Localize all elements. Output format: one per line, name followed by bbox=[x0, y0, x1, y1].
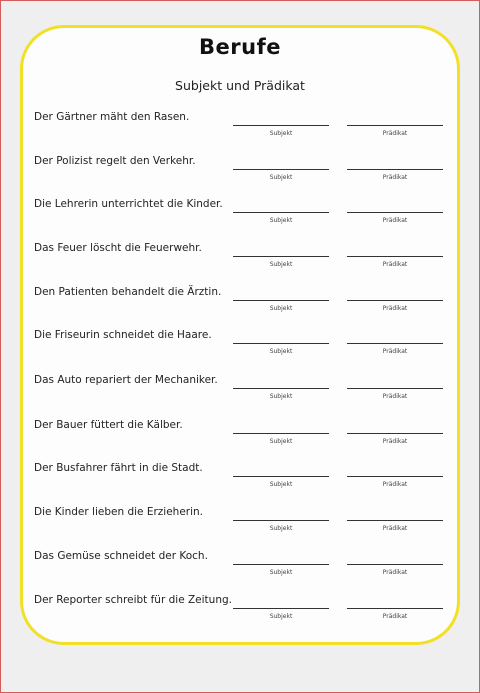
subject-caption: Subjekt bbox=[269, 348, 293, 355]
subject-answer-line[interactable] bbox=[233, 476, 329, 477]
exercise-row bbox=[0, 155, 480, 185]
predicate-caption: Prädikat bbox=[382, 217, 408, 224]
exercise-row bbox=[0, 506, 480, 536]
sentence-text: Den Patienten behandelt die Ärztin. bbox=[34, 286, 222, 298]
subject-caption: Subjekt bbox=[269, 261, 293, 268]
subject-caption: Subjekt bbox=[269, 174, 293, 181]
exercise-row bbox=[0, 550, 480, 580]
subject-caption: Subjekt bbox=[269, 525, 293, 532]
exercise-row bbox=[0, 111, 480, 141]
subject-answer-line[interactable] bbox=[233, 520, 329, 521]
subject-caption: Subjekt bbox=[269, 305, 293, 312]
subject-caption: Subjekt bbox=[269, 569, 293, 576]
sentence-text: Das Gemüse schneidet der Koch. bbox=[34, 550, 208, 562]
sentence-text: Die Friseurin schneidet die Haare. bbox=[34, 329, 212, 341]
predicate-answer-line[interactable] bbox=[347, 608, 443, 609]
sentence-text: Der Busfahrer fährt in die Stadt. bbox=[34, 462, 203, 474]
sentence-text: Der Polizist regelt den Verkehr. bbox=[34, 155, 196, 167]
exercise-row bbox=[0, 374, 480, 404]
subject-caption: Subjekt bbox=[269, 613, 293, 620]
predicate-caption: Prädikat bbox=[382, 438, 408, 445]
predicate-answer-line[interactable] bbox=[347, 520, 443, 521]
exercise-row bbox=[0, 462, 480, 492]
subject-answer-line[interactable] bbox=[233, 125, 329, 126]
predicate-caption: Prädikat bbox=[382, 613, 408, 620]
sentence-text: Die Lehrerin unterrichtet die Kinder. bbox=[34, 198, 223, 210]
predicate-answer-line[interactable] bbox=[347, 388, 443, 389]
predicate-answer-line[interactable] bbox=[347, 300, 443, 301]
exercise-row bbox=[0, 594, 480, 624]
subject-caption: Subjekt bbox=[269, 481, 293, 488]
predicate-caption: Prädikat bbox=[382, 525, 408, 532]
sentence-text: Der Reporter schreibt für die Zeitung. bbox=[34, 594, 232, 606]
predicate-caption: Prädikat bbox=[382, 569, 408, 576]
sentence-text: Das Auto repariert der Mechaniker. bbox=[34, 374, 218, 386]
predicate-caption: Prädikat bbox=[382, 481, 408, 488]
sentence-text: Der Gärtner mäht den Rasen. bbox=[34, 111, 190, 123]
predicate-caption: Prädikat bbox=[382, 261, 408, 268]
subject-answer-line[interactable] bbox=[233, 300, 329, 301]
predicate-caption: Prädikat bbox=[382, 174, 408, 181]
predicate-caption: Prädikat bbox=[382, 130, 408, 137]
predicate-answer-line[interactable] bbox=[347, 169, 443, 170]
predicate-answer-line[interactable] bbox=[347, 476, 443, 477]
exercise-row bbox=[0, 242, 480, 272]
exercise-row bbox=[0, 286, 480, 316]
sentence-text: Die Kinder lieben die Erzieherin. bbox=[34, 506, 204, 518]
exercise-row bbox=[0, 419, 480, 449]
sentence-text: Das Feuer löscht die Feuerwehr. bbox=[34, 242, 202, 254]
predicate-answer-line[interactable] bbox=[347, 343, 443, 344]
subject-answer-line[interactable] bbox=[233, 256, 329, 257]
subject-answer-line[interactable] bbox=[233, 212, 329, 213]
exercise-row bbox=[0, 198, 480, 228]
subject-caption: Subjekt bbox=[269, 393, 293, 400]
subject-answer-line[interactable] bbox=[233, 343, 329, 344]
worksheet-title: Berufe bbox=[199, 35, 281, 59]
subject-answer-line[interactable] bbox=[233, 169, 329, 170]
subject-answer-line[interactable] bbox=[233, 388, 329, 389]
predicate-answer-line[interactable] bbox=[347, 433, 443, 434]
worksheet-subtitle: Subjekt und Prädikat bbox=[175, 78, 305, 93]
subject-caption: Subjekt bbox=[269, 217, 293, 224]
subject-answer-line[interactable] bbox=[233, 433, 329, 434]
predicate-answer-line[interactable] bbox=[347, 256, 443, 257]
predicate-answer-line[interactable] bbox=[347, 564, 443, 565]
predicate-caption: Prädikat bbox=[382, 305, 408, 312]
sentence-text: Der Bauer füttert die Kälber. bbox=[34, 419, 183, 431]
subject-caption: Subjekt bbox=[269, 438, 293, 445]
subject-answer-line[interactable] bbox=[233, 564, 329, 565]
predicate-answer-line[interactable] bbox=[347, 125, 443, 126]
subject-caption: Subjekt bbox=[269, 130, 293, 137]
exercise-row bbox=[0, 329, 480, 359]
subject-answer-line[interactable] bbox=[233, 608, 329, 609]
predicate-caption: Prädikat bbox=[382, 393, 408, 400]
predicate-answer-line[interactable] bbox=[347, 212, 443, 213]
predicate-caption: Prädikat bbox=[382, 348, 408, 355]
